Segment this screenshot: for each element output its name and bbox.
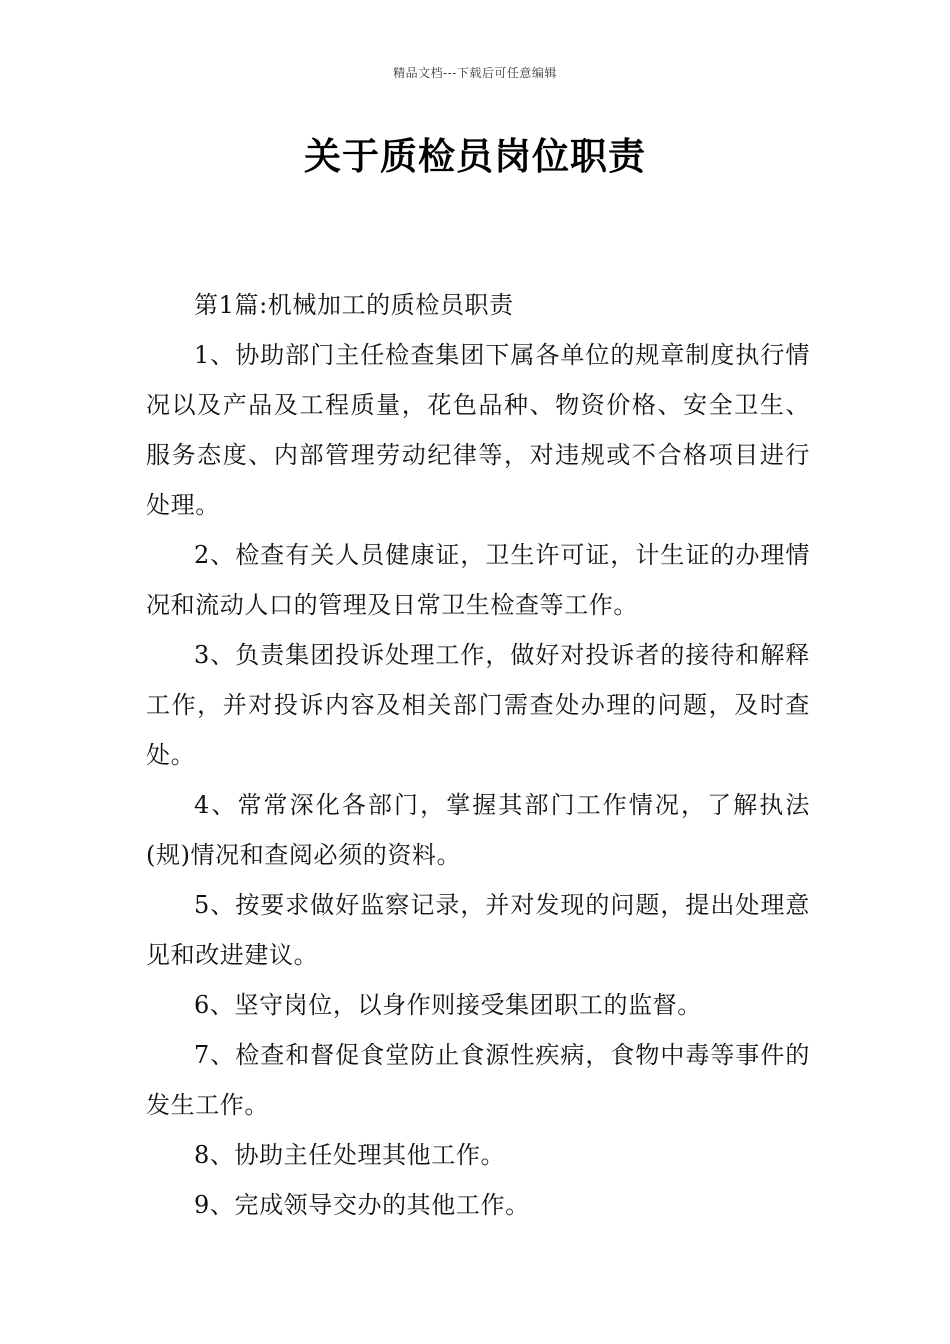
duty-item-4: 4、常常深化各部门，掌握其部门工作情况，了解执法(规)情况和查阅必须的资料。 [146, 791, 810, 869]
duty-item-5: 5、按要求做好监察记录，并对发现的问题，提出处理意见和改进建议。 [146, 891, 810, 969]
duty-item-9: 9、完成领导交办的其他工作。 [194, 1191, 530, 1219]
duty-item-7: 7、检查和督促食堂防止食源性疾病，食物中毒等事件的发生工作。 [146, 1041, 810, 1119]
document-body [146, 280, 810, 1230]
document-title: 关于质检员岗位职责 [304, 135, 646, 178]
section-heading: 第1篇:机械加工的质检员职责 [194, 291, 514, 319]
duty-item-8: 8、协助主任处理其他工作。 [194, 1141, 506, 1169]
header-note: 精品文档---下载后可任意编辑 [393, 66, 557, 80]
duty-item-3: 3、负责集团投诉处理工作，做好对投诉者的接待和解释工作，并对投诉内容及相关部门需查处办理的问题，及时查处。 [146, 641, 810, 769]
duty-item-6: 6、坚守岗位，以身作则接受集团职工的监督。 [194, 991, 702, 1019]
duty-item-1: 1、协助部门主任检查集团下属各单位的规章制度执行情况以及产品及工程质量，花色品种、物资价格、安全卫生、服务态度、内部管理劳动纪律等，对违规或不合格项目进行处理。 [146, 341, 810, 519]
duty-item-2: 2、检查有关人员健康证，卫生许可证，计生证的办理情况和流动人口的管理及日常卫生检查等工作。 [146, 541, 810, 619]
